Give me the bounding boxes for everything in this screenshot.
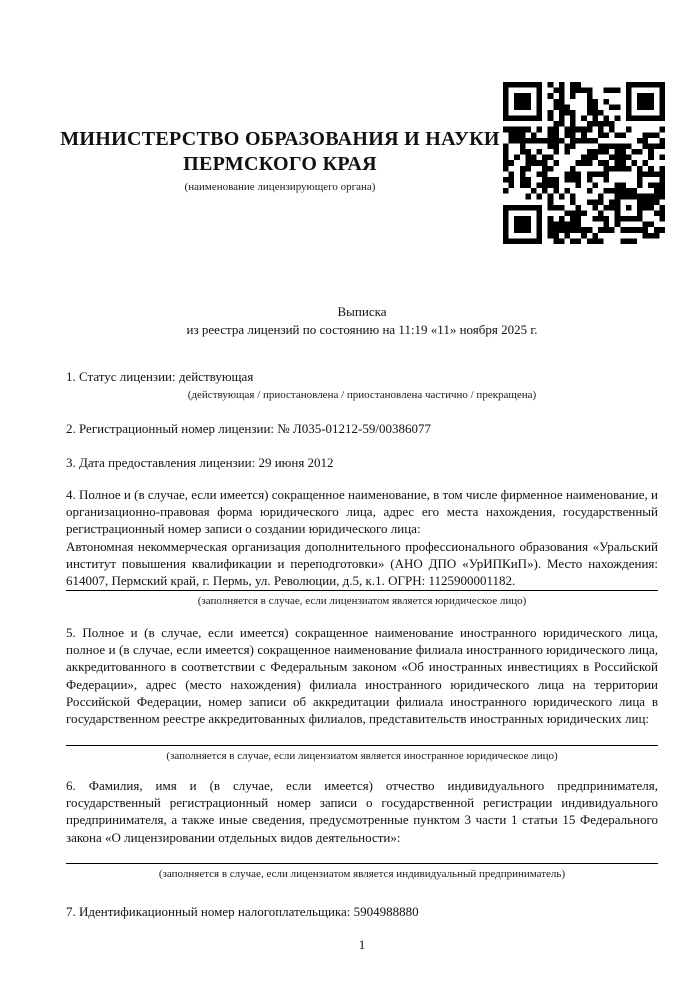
item-6-blank-field-line (66, 846, 658, 864)
ministry-name-line1: МИНИСТЕРСТВО ОБРАЗОВАНИЯ И НАУКИ (60, 128, 500, 150)
document-title (66, 303, 658, 339)
item-1-license-status (66, 368, 658, 403)
item-5-clause: 5. Полное и (в случае, если имеется) сокращенное наименование иностранного юридического лица, полное и (в случае, если имеется) сокращенное наименование филиала иностранного юридического лица, аккредитованного в соответствии с Федеральным законом «Об иностранных инвестициях в Российской Федерации», адрес (место нахождения) филиала иностранного юридического лица на территории Российской Федерации, номер записи об аккредитации филиала иностранного юридического лица в государственном реестре аккредитованных филиалов, представительств иностранных юридических лиц: (66, 624, 658, 727)
item-7-text: 7. Идентификационный номер налогоплательщика: 5904988880 (66, 904, 419, 920)
ministry-caption: (наименование лицензирующего органа) (184, 181, 376, 193)
item-3-text: 3. Дата предоставления лицензии: 29 июня 2012 (66, 454, 334, 470)
item-1-caption: (действующая / приостановлена / приостановлена частично / прекращена) (187, 389, 537, 402)
item-6-clause: 6. Фамилия, имя и (в случае, если имеется) отчество индивидуального предпринимателя, государственный регистрационный номер записи о государственной регистрации индивидуального предпринимателя, а также иные сведения, предусмотренные пунктом 3 части 1 статьи 15 Федерального закона «О лицензировании отдельных видов деятельности»: (66, 777, 658, 845)
page-number: 1 (358, 936, 366, 952)
item-5-blank-field-line (66, 727, 658, 745)
item-4-clause: 4. Полное и (в случае, если имеется) сокращенное наименование, в том числе фирменное наименование, и организационно-правовая форма юридического лица, адрес его места нахождения, государственный регистрационный номер записи о создании юридического лица: (66, 486, 658, 537)
item-2-text: 2. Регистрационный номер лицензии: № Л035-01212-59/00386077 (66, 421, 432, 437)
item-6-caption: (заполняется в случае, если лицензиатом является индивидуальный предприниматель) (158, 868, 566, 881)
item-3-license-date (66, 454, 658, 471)
licensing-authority-header (55, 127, 505, 195)
qr-code-icon (503, 82, 665, 244)
ministry-name-line2: ПЕРМСКОГО КРАЯ (183, 153, 377, 175)
item-7-taxpayer-number (66, 903, 658, 920)
item-4-caption: (заполняется в случае, если лицензиатом является юридическое лицо) (197, 594, 527, 607)
item-1-text: 1. Статус лицензии: действующая (66, 369, 254, 384)
document-title-line1: Выписка (337, 304, 387, 319)
item-4-legal-entity (66, 486, 658, 609)
item-2-registration-number (66, 420, 658, 437)
item-5-caption: (заполняется в случае, если лицензиатом является иностранное юридическое лицо) (166, 749, 558, 762)
document-title-line2: из реестра лицензий по состоянию на 11:19 «11» ноября 2025 г. (186, 322, 538, 337)
item-4-value: Автономная некоммерческая организация дополнительного профессионального образования «Уральский институт повышения квалификации и переподготовки» (АНО ДПО «УрИПКиП»). Место нахождения: 614007, Пермский край, г. Пермь, ул. Революции, д.5, к.1. ОГРН: 1125900001182. (66, 538, 658, 591)
item-5-foreign-entity (66, 624, 658, 764)
item-6-individual-entrepreneur (66, 777, 658, 882)
document-body (66, 303, 658, 953)
